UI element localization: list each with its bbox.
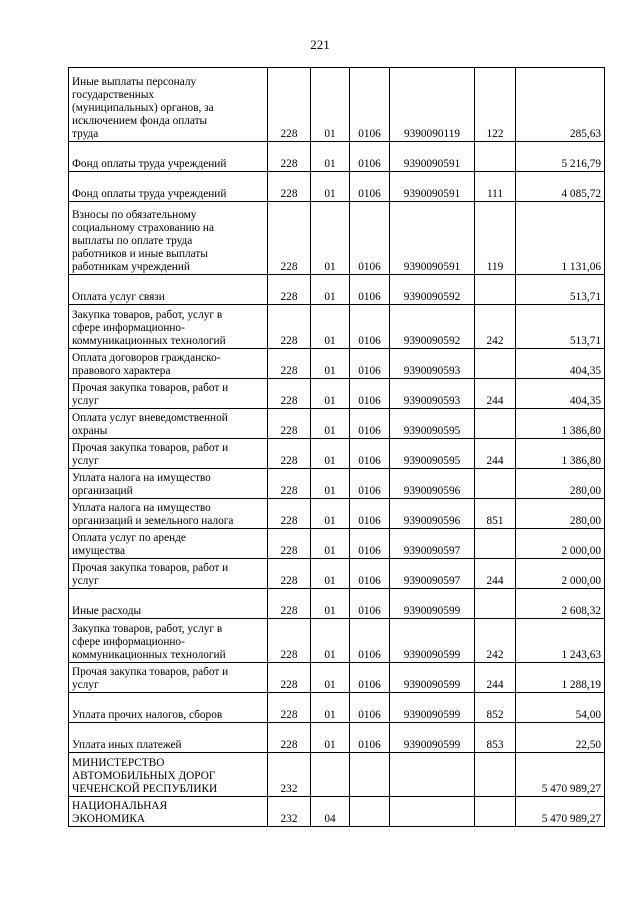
row-amount: 5 470 989,27 [516, 753, 605, 797]
table-row [69, 305, 605, 349]
row-name: Закупка товаров, работ, услуг в сфере информационно- коммуникационных технологий [69, 305, 268, 349]
row-subsection: 0106 [350, 379, 390, 409]
row-expense-type [475, 349, 516, 379]
row-expense-type: 853 [475, 723, 516, 753]
row-amount: 22,50 [516, 723, 605, 753]
row-ved-code: 228 [268, 469, 311, 499]
row-expense-type: 242 [475, 305, 516, 349]
row-amount: 2 608,32 [516, 589, 605, 619]
row-amount: 2 000,00 [516, 529, 605, 559]
row-ved-code: 228 [268, 409, 311, 439]
table-row [69, 559, 605, 589]
row-subsection: 0106 [350, 305, 390, 349]
table-row [69, 349, 605, 379]
row-amount: 404,35 [516, 349, 605, 379]
row-subsection: 0106 [350, 589, 390, 619]
row-target-article: 9390090591 [390, 172, 475, 202]
row-ved-code: 228 [268, 619, 311, 663]
table-row [69, 142, 605, 172]
table-row [69, 409, 605, 439]
row-name: Фонд оплаты труда учреждений [69, 142, 268, 172]
row-target-article: 9390090599 [390, 619, 475, 663]
row-ved-code: 228 [268, 172, 311, 202]
row-amount: 4 085,72 [516, 172, 605, 202]
row-name: Оплата договоров гражданско- правового характера [69, 349, 268, 379]
row-ved-code: 228 [268, 499, 311, 529]
row-section: 01 [311, 275, 350, 305]
row-target-article: 9390090595 [390, 439, 475, 469]
table-row [69, 663, 605, 693]
row-section: 01 [311, 172, 350, 202]
row-amount: 1 288,19 [516, 663, 605, 693]
row-expense-type [475, 142, 516, 172]
table-row [69, 202, 605, 275]
row-subsection: 0106 [350, 409, 390, 439]
row-expense-type [475, 275, 516, 305]
row-amount: 5 470 989,27 [516, 797, 605, 827]
row-expense-type: 244 [475, 379, 516, 409]
row-subsection: 0106 [350, 439, 390, 469]
row-section: 01 [311, 379, 350, 409]
row-target-article: 9390090591 [390, 202, 475, 275]
row-amount: 285,63 [516, 68, 605, 142]
row-amount: 1 386,80 [516, 409, 605, 439]
row-section: 01 [311, 693, 350, 723]
row-name: Уплата налога на имущество организаций и земельного налога [69, 499, 268, 529]
row-section: 01 [311, 529, 350, 559]
row-ved-code: 228 [268, 559, 311, 589]
row-name: Прочая закупка товаров, работ и услуг [69, 663, 268, 693]
row-name: Иные расходы [69, 589, 268, 619]
row-subsection: 0106 [350, 693, 390, 723]
row-section: 01 [311, 559, 350, 589]
row-section: 01 [311, 469, 350, 499]
row-subsection [350, 753, 390, 797]
table-row [69, 68, 605, 142]
page-number: 221 [310, 37, 330, 52]
row-name: Оплата услуг вневедомственной охраны [69, 409, 268, 439]
row-name: Прочая закупка товаров, работ и услуг [69, 559, 268, 589]
row-target-article: 9390090592 [390, 275, 475, 305]
row-ved-code: 228 [268, 529, 311, 559]
row-section: 01 [311, 409, 350, 439]
row-target-article: 9390090595 [390, 409, 475, 439]
row-subsection: 0106 [350, 275, 390, 305]
row-expense-type: 111 [475, 172, 516, 202]
table-row [69, 439, 605, 469]
row-subsection: 0106 [350, 529, 390, 559]
row-target-article: 9390090597 [390, 559, 475, 589]
table-row [69, 499, 605, 529]
row-amount: 513,71 [516, 275, 605, 305]
row-target-article [390, 753, 475, 797]
row-expense-type: 244 [475, 559, 516, 589]
row-amount: 280,00 [516, 469, 605, 499]
row-target-article: 9390090596 [390, 469, 475, 499]
row-expense-type [475, 529, 516, 559]
row-subsection: 0106 [350, 469, 390, 499]
row-name: НАЦИОНАЛЬНАЯ ЭКОНОМИКА [69, 797, 268, 827]
row-ved-code: 232 [268, 753, 311, 797]
row-target-article: 9390090599 [390, 589, 475, 619]
table-row [69, 529, 605, 559]
row-ved-code: 228 [268, 439, 311, 469]
row-expense-type [475, 753, 516, 797]
row-name: Иные выплаты персоналу государственных (муниципальных) органов, за исключением фонда оплаты труда [69, 68, 268, 142]
table-row [69, 172, 605, 202]
row-amount: 5 216,79 [516, 142, 605, 172]
row-subsection: 0106 [350, 663, 390, 693]
row-subsection: 0106 [350, 172, 390, 202]
row-name: Закупка товаров, работ, услуг в сфере информационно- коммуникационных технологий [69, 619, 268, 663]
row-section [311, 753, 350, 797]
row-section: 01 [311, 619, 350, 663]
row-subsection: 0106 [350, 619, 390, 663]
row-name: МИНИСТЕРСТВО АВТОМОБИЛЬНЫХ ДОРОГ ЧЕЧЕНСКОЙ РЕСПУБЛИКИ [69, 753, 268, 797]
row-expense-type: 851 [475, 499, 516, 529]
row-name: Уплата налога на имущество организаций [69, 469, 268, 499]
row-target-article: 9390090593 [390, 349, 475, 379]
table-row [69, 379, 605, 409]
row-amount: 2 000,00 [516, 559, 605, 589]
row-expense-type: 244 [475, 663, 516, 693]
row-subsection: 0106 [350, 499, 390, 529]
row-section: 01 [311, 663, 350, 693]
row-amount: 1 131,06 [516, 202, 605, 275]
row-amount: 1 386,80 [516, 439, 605, 469]
row-name: Прочая закупка товаров, работ и услуг [69, 439, 268, 469]
row-expense-type: 244 [475, 439, 516, 469]
table-row [69, 589, 605, 619]
row-expense-type [475, 409, 516, 439]
row-section: 01 [311, 499, 350, 529]
row-expense-type [475, 589, 516, 619]
row-amount: 54,00 [516, 693, 605, 723]
row-ved-code: 228 [268, 379, 311, 409]
row-amount: 1 243,63 [516, 619, 605, 663]
row-ved-code: 228 [268, 723, 311, 753]
row-target-article: 9390090599 [390, 693, 475, 723]
table-row [69, 723, 605, 753]
row-subsection: 0106 [350, 349, 390, 379]
row-ved-code: 228 [268, 589, 311, 619]
row-subsection: 0106 [350, 723, 390, 753]
row-expense-type [475, 797, 516, 827]
table-row [69, 469, 605, 499]
row-expense-type: 852 [475, 693, 516, 723]
row-name: Фонд оплаты труда учреждений [69, 172, 268, 202]
row-section: 01 [311, 589, 350, 619]
row-target-article: 9390090596 [390, 499, 475, 529]
row-name: Оплата услуг по аренде имущества [69, 529, 268, 559]
row-section: 01 [311, 305, 350, 349]
row-ved-code: 228 [268, 68, 311, 142]
row-expense-type: 119 [475, 202, 516, 275]
row-expense-type [475, 469, 516, 499]
row-subsection: 0106 [350, 202, 390, 275]
row-subsection: 0106 [350, 142, 390, 172]
row-section: 01 [311, 142, 350, 172]
row-target-article: 9390090599 [390, 723, 475, 753]
row-target-article: 9390090597 [390, 529, 475, 559]
row-ved-code: 228 [268, 275, 311, 305]
row-subsection [350, 797, 390, 827]
row-ved-code: 228 [268, 693, 311, 723]
row-section: 04 [311, 797, 350, 827]
row-name: Уплата иных платежей [69, 723, 268, 753]
row-name: Прочая закупка товаров, работ и услуг [69, 379, 268, 409]
row-section: 01 [311, 349, 350, 379]
budget-table [68, 67, 605, 827]
row-name: Взносы по обязательному социальному страхованию на выплаты по оплате труда работников и иные выплаты работникам учреждений [69, 202, 268, 275]
row-ved-code: 228 [268, 349, 311, 379]
table-row [69, 275, 605, 305]
row-amount: 404,35 [516, 379, 605, 409]
row-section: 01 [311, 723, 350, 753]
row-amount: 513,71 [516, 305, 605, 349]
row-target-article: 9390090593 [390, 379, 475, 409]
row-target-article: 9390090599 [390, 663, 475, 693]
row-subsection: 0106 [350, 559, 390, 589]
row-ved-code: 228 [268, 305, 311, 349]
row-target-article: 9390090119 [390, 68, 475, 142]
row-subsection: 0106 [350, 68, 390, 142]
row-name: Оплата услуг связи [69, 275, 268, 305]
row-ved-code: 228 [268, 142, 311, 172]
row-target-article [390, 797, 475, 827]
row-expense-type: 122 [475, 68, 516, 142]
table-row [69, 693, 605, 723]
row-ved-code: 228 [268, 202, 311, 275]
row-section: 01 [311, 202, 350, 275]
row-name: Уплата прочих налогов, сборов [69, 693, 268, 723]
table-row [69, 797, 605, 827]
row-target-article: 9390090591 [390, 142, 475, 172]
row-amount: 280,00 [516, 499, 605, 529]
table-row [69, 753, 605, 797]
row-target-article: 9390090592 [390, 305, 475, 349]
row-section: 01 [311, 68, 350, 142]
row-ved-code: 228 [268, 663, 311, 693]
table-row [69, 619, 605, 663]
row-expense-type: 242 [475, 619, 516, 663]
row-section: 01 [311, 439, 350, 469]
row-ved-code: 232 [268, 797, 311, 827]
